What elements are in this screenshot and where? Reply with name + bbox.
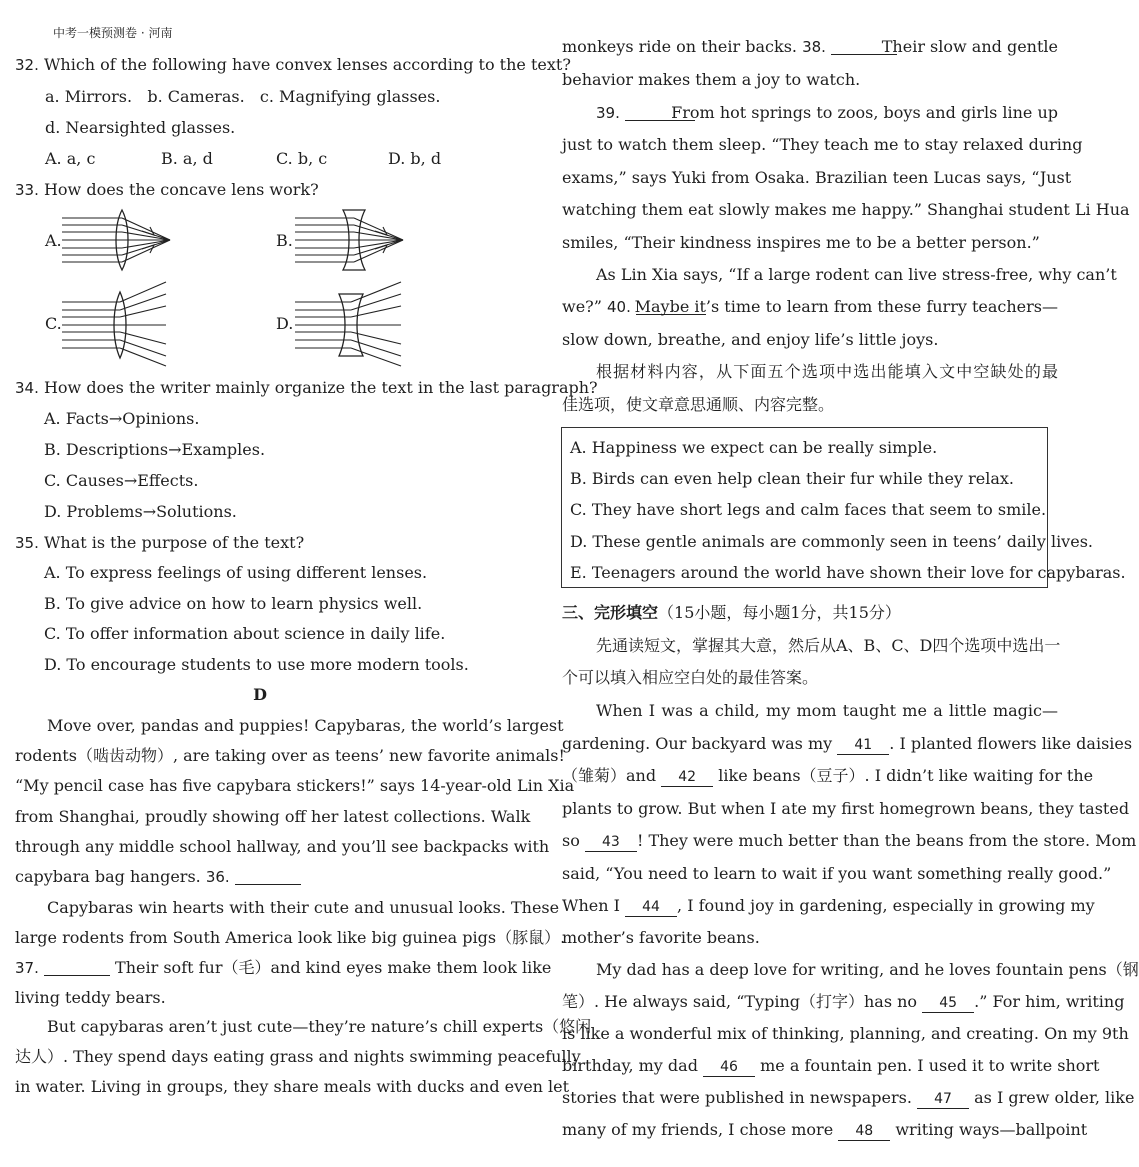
passage-text: （雏菊）and	[562, 766, 657, 785]
answer-blank-45[interactable]: 45	[922, 995, 974, 1013]
option-text: D. Problems	[44, 502, 143, 521]
answer-blank-47[interactable]: 47	[917, 1091, 969, 1109]
option-q34-c[interactable]	[44, 471, 505, 491]
passage-text: From hot springs to zoos, boys and girls line up	[671, 103, 1058, 122]
passage-line: 达人）. They spend days eating grass and nights swimming peacefully	[15, 1047, 581, 1066]
box-option-c[interactable]: C. They have short legs and calm faces that seem to smile.	[570, 500, 1047, 519]
option-q35-b[interactable]: B. To give advice on how to learn physics well.	[44, 594, 423, 613]
passage-text: Their slow and gentle	[881, 37, 1058, 56]
answer-blank-41[interactable]: 41	[837, 737, 889, 755]
passage-line: exams,” says Yuki from Osaka. Brazilian teen Lucas says, “Just	[562, 168, 1072, 187]
question-number: 32.	[15, 56, 39, 74]
option-q35-d[interactable]: D. To encourage students to use more modern tools.	[44, 655, 469, 674]
arrow-right-icon: →	[168, 440, 182, 459]
passage-text: we?”	[562, 297, 602, 316]
passage-text: monkeys ride on their backs.	[562, 37, 797, 56]
instruction-text: 个可以填入相应空白处的最佳答案。	[562, 668, 819, 687]
convex-lens-converging-diagram	[62, 205, 177, 275]
passage-line	[562, 297, 1058, 317]
passage-line	[562, 1056, 1100, 1077]
passage-text: many of my friends, I chose more	[562, 1120, 834, 1139]
option-text: Opinions.	[122, 409, 200, 428]
exam-header: 中考一模预测卷 · 河南	[53, 26, 173, 40]
passage-heading: D	[253, 685, 267, 704]
passage-line: My dad has a deep love for writing, and he loves fountain pens（钢	[596, 960, 1139, 979]
convex-lens-diverging-diagram	[62, 282, 177, 367]
passage-text: so	[562, 831, 580, 850]
passage-line: slow down, breathe, and enjoy life’s little joys.	[562, 330, 939, 349]
passage-text: .” For him, writing	[974, 992, 1125, 1011]
passage-line: smiles, “Their kindness inspires me to be a better person.”	[562, 233, 1040, 252]
question-stem: What is the purpose of the text?	[43, 533, 305, 552]
question-34	[15, 378, 598, 398]
option-q32-d[interactable]: D. b, d	[388, 149, 442, 168]
passage-line: mother’s favorite beans.	[562, 928, 760, 947]
passage-text: ! They were much better than the beans from the store. Mom	[636, 831, 1137, 850]
passage-text: Their soft fur（毛）and kind eyes make them look like	[115, 958, 552, 977]
passage-line: rodents（啮齿动物）, are taking over as teens’ new favorite animals!	[15, 746, 565, 765]
passage-text: like beans（豆子）. I didn’t like waiting for the	[718, 766, 1094, 785]
arrow-right-icon: →	[142, 502, 157, 521]
instruction-text: 先通读短文，掌握其大意，然后从A、B、C、D四个选项中选出一	[596, 636, 1061, 655]
passage-line: But capybaras aren’t just cute—they’re nature’s chill experts（悠闲	[47, 1017, 592, 1036]
passage-line	[562, 37, 1058, 57]
q32-items: d. Nearsighted glasses.	[45, 118, 236, 137]
question-35	[15, 533, 505, 553]
concave-lens-diverging-diagram	[295, 282, 410, 367]
question-stem: How does the writer mainly organize the text in the last paragraph?	[43, 378, 598, 397]
option-q32-b[interactable]: B. a, d	[161, 149, 213, 168]
passage-text: , I found joy in gardening, especially in growing my	[677, 896, 1095, 915]
option-q33-b[interactable]: B.	[276, 231, 293, 250]
passage-line	[15, 867, 505, 887]
question-number: 34.	[15, 379, 39, 397]
passage-text: me a fountain pen. I used it to write short	[760, 1056, 1100, 1075]
passage-line: large rodents from South America look like big guinea pigs（豚鼠）.	[15, 928, 566, 947]
passage-text: When I	[562, 896, 620, 915]
q32-items: a. Mirrors. b. Cameras. c. Magnifying glasses.	[45, 87, 441, 106]
question-stem: How does the concave lens work?	[43, 180, 319, 199]
section-title	[562, 603, 1058, 623]
passage-line: in water. Living in groups, they share meals with ducks and even let	[15, 1077, 570, 1096]
option-q33-c[interactable]: C.	[45, 314, 62, 333]
option-q35-a[interactable]: A. To express feelings of using different lenses.	[44, 563, 428, 582]
option-q34-b[interactable]	[44, 440, 505, 460]
passage-line: said, “You need to learn to wait if you want something really good.”	[562, 864, 1112, 883]
answer-blank-37[interactable]	[44, 959, 110, 976]
question-number: 35.	[15, 534, 39, 552]
passage-line: watching them eat slowly makes me happy.” Shanghai student Li Hua	[562, 200, 1130, 219]
passage-line: “My pencil case has five capybara stickers!” says 14-year-old Lin Xia	[15, 776, 575, 795]
instruction-text: 根据材料内容，从下面五个选项中选出能填入文中空缺处的最	[596, 362, 1058, 381]
passage-text: stories that were published in newspapers.	[562, 1088, 912, 1107]
passage-text: capybara bag hangers.	[15, 867, 201, 886]
passage-line: Capybaras win hearts with their cute and unusual looks. These	[47, 898, 560, 917]
box-option-b[interactable]: B. Birds can even help clean their fur while they relax.	[570, 469, 1014, 488]
option-text: Effects.	[137, 471, 199, 490]
question-33	[15, 180, 505, 200]
passage-text: Maybe it’s time to learn from these furry teachers—	[634, 297, 1058, 316]
blank-number-37: 37.	[15, 959, 39, 977]
blank-number-40: 40.	[607, 298, 631, 316]
option-q33-a[interactable]: A.	[45, 231, 62, 250]
passage-line: is like a wonderful mix of thinking, planning, and creating. On my 9th	[562, 1024, 1129, 1043]
option-text: Solutions.	[156, 502, 237, 521]
passage-line	[596, 103, 1058, 123]
passage-line	[562, 734, 1133, 755]
passage-line: through any middle school hallway, and you’ll see backpacks with	[15, 837, 550, 856]
passage-text: birthday, my dad	[562, 1056, 698, 1075]
arrow-right-icon: →	[123, 471, 138, 490]
answer-blank-43[interactable]: 43	[585, 834, 637, 852]
section-heading: 三、完形填空	[562, 603, 659, 622]
passage-text: . I planted flowers like daisies	[889, 734, 1133, 753]
box-option-d[interactable]: D. These gentle animals are commonly seen in teens’ daily lives.	[570, 532, 1093, 551]
option-q32-c[interactable]: C. b, c	[276, 149, 328, 168]
passage-line	[562, 992, 1125, 1013]
passage-line: just to watch them sleep. “They teach me to stay relaxed during	[562, 135, 1083, 154]
passage-line: Move over, pandas and puppies! Capybaras, the world’s largest	[47, 716, 564, 735]
arrow-right-icon: →	[108, 409, 123, 428]
passage-line: plants to grow. But when I ate my first homegrown beans, they tasted	[562, 799, 1130, 818]
passage-text: 笔）. He always said, “Typing（打字）has no	[562, 992, 918, 1011]
question-stem: Which of the following have convex lenses according to the text?	[43, 55, 571, 74]
answer-options-box	[561, 427, 1126, 588]
blank-number-36: 36.	[205, 868, 230, 886]
blank-number-39: 39.	[596, 104, 620, 122]
option-text: Examples.	[181, 440, 266, 459]
option-q32-a[interactable]: A. a, c	[45, 149, 96, 168]
passage-line	[562, 1120, 1088, 1141]
option-q34-d[interactable]	[44, 502, 505, 522]
instruction-text: 佳选项，使文章意思通顺、内容完整。	[562, 395, 835, 414]
option-q33-d[interactable]: D.	[276, 314, 294, 333]
concave-lens-converging-diagram	[295, 205, 410, 275]
answer-blank-42[interactable]: 42	[661, 769, 713, 787]
section-score-note: （15小题，每小题1分，共15分）	[658, 603, 901, 622]
option-q34-a[interactable]	[44, 409, 505, 429]
option-text: A. Facts	[44, 409, 109, 428]
option-q35-c[interactable]: C. To offer information about science in daily life.	[44, 624, 446, 643]
passage-text: as I grew older, like	[974, 1088, 1135, 1107]
passage-text: gardening. Our backyard was my	[562, 734, 833, 753]
passage-line: behavior makes them a joy to watch.	[562, 70, 861, 89]
passage-line: When I was a child, my mom taught me a little magic—	[596, 701, 1058, 720]
option-text: C. Causes	[44, 471, 124, 490]
answer-blank-44[interactable]: 44	[625, 899, 677, 917]
passage-line	[562, 896, 1095, 917]
passage-line: from Shanghai, proudly showing off her latest collections. Walk	[15, 807, 531, 826]
passage-line	[562, 831, 1137, 852]
answer-blank-48[interactable]: 48	[838, 1123, 890, 1141]
blank-number-38: 38.	[802, 38, 826, 56]
box-option-e[interactable]: E. Teenagers around the world have shown their love for capybaras.	[570, 563, 1126, 582]
answer-blank-36[interactable]	[235, 868, 301, 885]
answer-blank-46[interactable]: 46	[703, 1059, 755, 1077]
question-number: 33.	[15, 181, 39, 199]
box-option-a[interactable]: A. Happiness we expect can be really simple.	[570, 438, 938, 457]
question-32	[15, 55, 571, 75]
passage-line: As Lin Xia says, “If a large rodent can live stress-free, why can’t	[596, 265, 1117, 284]
passage-text: writing ways—ballpoint	[895, 1120, 1088, 1139]
passage-line: living teddy bears.	[15, 988, 166, 1007]
passage-line	[562, 1088, 1135, 1109]
option-text: B. Descriptions	[44, 440, 169, 459]
passage-line	[15, 958, 552, 978]
passage-line	[562, 766, 1094, 787]
